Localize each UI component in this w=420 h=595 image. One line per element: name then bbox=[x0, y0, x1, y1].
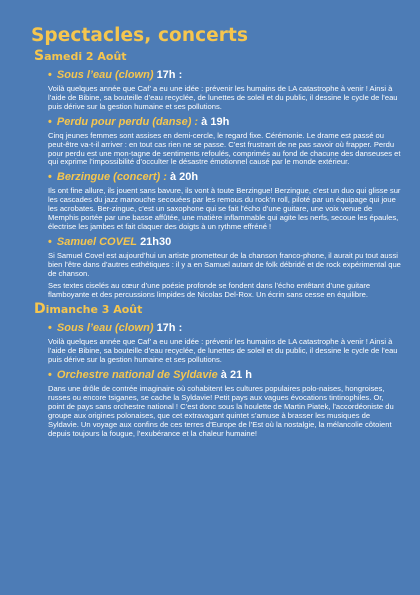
event-name: Samuel COVEL bbox=[56, 235, 137, 248]
event-heading bbox=[48, 116, 394, 129]
event-samuel-covel bbox=[48, 235, 401, 300]
event-description: Si Samuel Covel est aujourd’hui un artiste prometteur de la chanson franco-phone, il aurait pu tout aussi bien l’être dans d’autres esthétiques : il y a en Samuel autant de folk débridé et de rock expérimental que de chanson. bbox=[48, 250, 401, 278]
day-label: imanche 3 Août bbox=[45, 303, 143, 317]
event-description: Dans une drôle de contrée imaginaire où cohabitent les cultures populaires polo-naises, hongroises, russes ou encore tsiganes, se cache la Syldavie! Petit pays aux vagues évocations tintinophiles. Or, point de pays sans orchestre national ! C’est donc sous la houlette de Martin Piatek, l’accordéoniste du groupe aux origines polonaises, que cet extravagant quintet s’amuse à brasser les musiques de Syldavie. Un voyage aux confins de ces terres d’Europe de l’Est où la nostalgie, la mélancolie côtoient depuis toujours la fougue, l’exubérance et la chaleur humaine! bbox=[48, 384, 394, 438]
day-initial: D bbox=[34, 301, 46, 318]
event-description: Ils ont fine allure, ils jouent sans bavure, ils vont à toute Berzingue! Berzingue, c’est un duo qui glisse sur les cascades du jazz manouche secouées par les remous du rock’n roll, piloté par un équipage qui joue les acrobates. Ber-zingue, c’est un saxophone qui se fait l’écho d’une guitare, une voix venue de Memphis portée par une basse affûtée, une matière inflammable qui agite les nerfs, secoue les épaules, électrise les jambes et fait claquer des doigts à un rythme effréné ! bbox=[48, 186, 401, 231]
event-berzingue bbox=[48, 171, 401, 232]
event-heading bbox=[48, 322, 394, 335]
bullet-icon: • bbox=[48, 171, 52, 184]
event-name: Sous l’eau (clown) bbox=[56, 322, 154, 335]
event-name: Orchestre national de Syldavie bbox=[56, 369, 218, 382]
event-sous-leau-sat bbox=[48, 69, 398, 112]
event-time: 17h : bbox=[156, 322, 183, 335]
bullet-icon: • bbox=[48, 115, 52, 128]
event-name: Sous l’eau (clown) bbox=[56, 69, 154, 81]
event-sous-leau-sun bbox=[48, 322, 398, 365]
bullet-icon: • bbox=[48, 369, 52, 382]
event-heading bbox=[48, 236, 394, 249]
event-time: à 21 h bbox=[220, 369, 252, 382]
day-label: amedi 2 Août bbox=[44, 50, 127, 63]
event-orchestre-syldavie bbox=[48, 369, 394, 438]
event-heading bbox=[48, 69, 394, 82]
event-perdu-pour-perdu bbox=[48, 115, 401, 168]
bullet-icon: • bbox=[48, 322, 52, 335]
event-heading bbox=[48, 369, 394, 382]
bullet-icon: • bbox=[48, 69, 52, 81]
event-time: 17h : bbox=[156, 69, 183, 81]
bullet-icon: • bbox=[48, 235, 52, 248]
event-heading bbox=[48, 171, 394, 184]
event-description: Voilà quelques année que Caf’ a eu une idée : prévenir les humains de LA catastrophe à venir ! Ainsi à l’aide de Bibine, sa bouteille d’eau recyclée, de lunettes de soleil et du public, il dessine le cycle de l’eau puis dérive sur la gestion humaine et ses pollutions. bbox=[48, 337, 398, 365]
day-initial: S bbox=[34, 48, 45, 64]
day-heading-saturday bbox=[34, 50, 394, 63]
event-name: Perdu pour perdu (danse) : bbox=[56, 115, 199, 128]
event-time: 21h30 bbox=[140, 235, 172, 248]
page-title: Spectacles, concerts bbox=[31, 25, 249, 46]
event-description: Voilà quelques année que Caf’ a eu une idée : prévenir les humains de LA catastrophe à venir ! Ainsi à l’aide de Bibine, sa bouteille d’eau recyclée, de lunettes de soleil et du public, il dessine le cycle de l’eau puis dérive sur la gestion humaine et ses pollutions. bbox=[48, 84, 398, 111]
day-heading-sunday bbox=[34, 303, 394, 316]
event-time: à 20h bbox=[170, 171, 199, 184]
event-name: Berzingue (concert) : bbox=[56, 171, 167, 184]
event-description-2: Ses textes ciselés au cœur d’une poésie profonde se fondent dans l’écho entêtant d’une guitare flamboyante et des percussions limpides de Nicolas Del-Rox. Un écrin sans cesse en équilibre. bbox=[48, 280, 371, 299]
event-time: à 19h bbox=[201, 115, 230, 128]
event-description: Cinq jeunes femmes sont assises en demi-cercle, le regard fixe. Cérémonie. Le drame est passé ou peut-être va-t-il arriver : en tout cas rien ne se passe. C’est frustrant de ne pas savoir où frapper. Perdu pour perdu est une mon-tagne de sentiments refoulés, comprimés au fond de chacune des danseuses et qui exprime l’impossibilité d’occulter le désastre émotionnel causé par le monde extérieur. bbox=[48, 130, 401, 167]
